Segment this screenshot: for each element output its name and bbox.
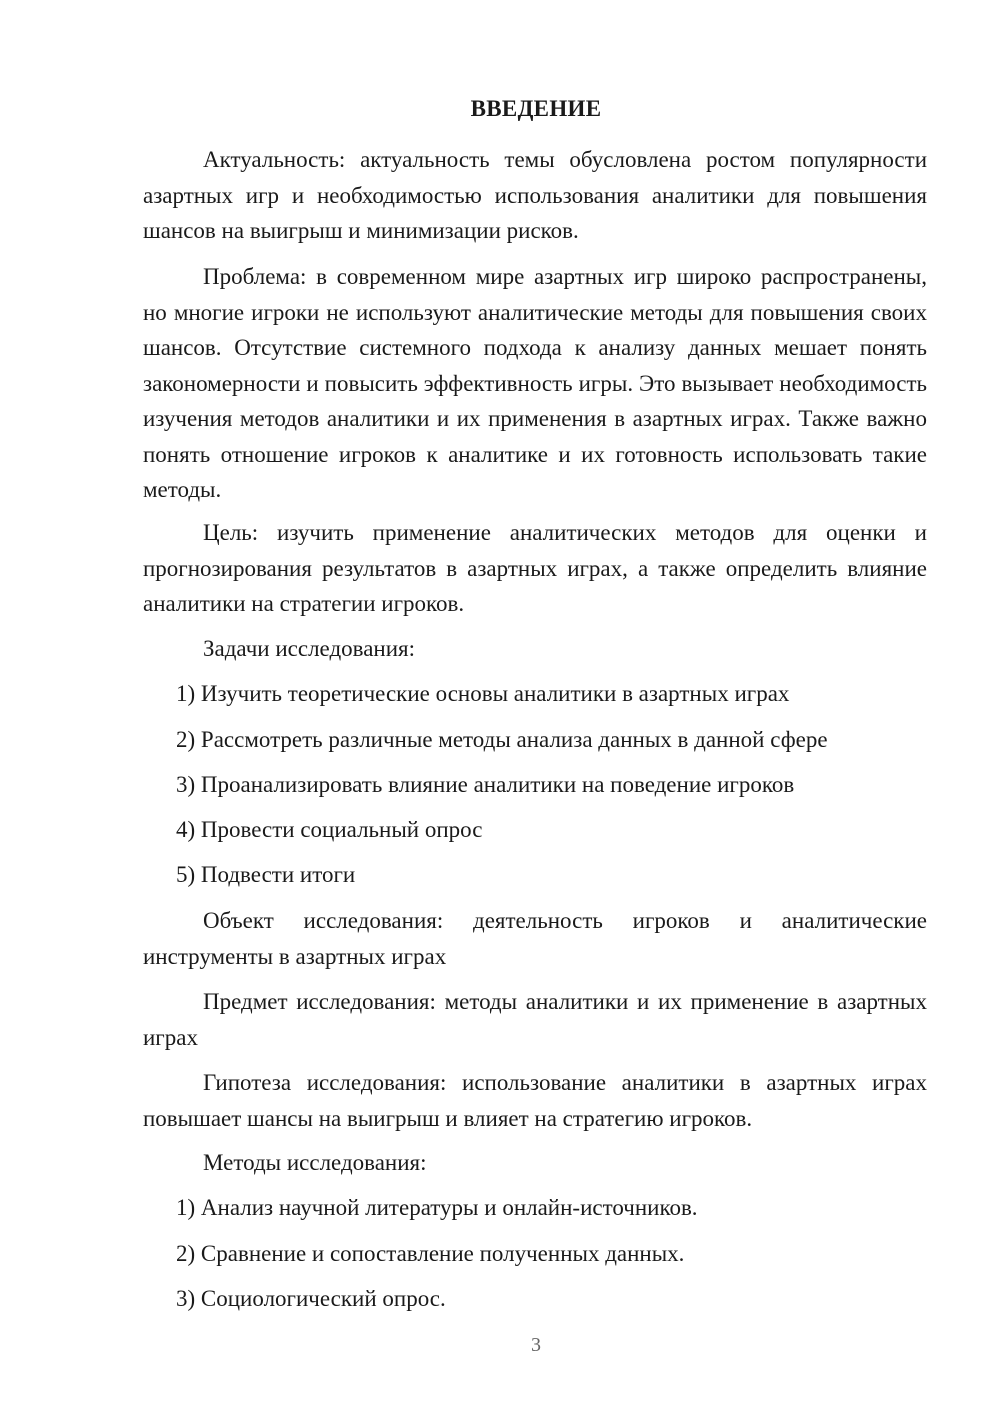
list-item-method: 1) Анализ научной литературы и онлайн-источников. (176, 1195, 698, 1220)
list-item-task: 2) Рассмотреть различные методы анализа данных в данной сфере (176, 727, 828, 752)
list-item-task: 5) Подвести итоги (176, 862, 356, 887)
list-item-method: 3) Социологический опрос. (176, 1286, 446, 1311)
paragraph-relevance: Актуальность: актуальность темы обусловлена ростом популярности азартных игр и необходимостью использования аналитики для повышения шансов на выигрыш и минимизации рисков. (143, 147, 927, 243)
methods-heading: Методы исследования: (203, 1150, 427, 1175)
list-item-task: 3) Проанализировать влияние аналитики на поведение игроков (176, 772, 795, 797)
page-title: ВВЕДЕНИЕ (470, 96, 602, 121)
paragraph-subject: Предмет исследования: методы аналитики и их применение в азартных играх (143, 989, 927, 1050)
paragraph-hypothesis: Гипотеза исследования: использование аналитики в азартных играх повышает шансы на выигрыш и влияет на стратегию игроков. (143, 1070, 927, 1131)
list-item-task: 1) Изучить теоретические основы аналитики в азартных играх (176, 681, 790, 706)
paragraph-goal: Цель: изучить применение аналитических методов для оценки и прогнозирования результатов в азартных играх, а также определить влияние аналитики на стратегии игроков. (143, 520, 927, 616)
list-item-task: 4) Провести социальный опрос (176, 817, 483, 842)
list-item-method: 2) Сравнение и сопоставление полученных данных. (176, 1241, 685, 1266)
paragraph-problem: Проблема: в современном мире азартных игр широко распространены, но многие игроки не используют аналитические методы для повышения своих шансов. Отсутствие системного подхода к анализу данных мешает понять закономерности и повысить эффективность игры. Это вызывает необходимость изучения методов аналитики и их применения в азартных играх. Также важно понять отношение игроков к аналитике и их готовность использовать такие методы. (143, 264, 927, 502)
page-number: 3 (531, 1334, 541, 1356)
paragraph-object: Объект исследования: деятельность игроков и аналитические инструменты в азартных играх (143, 908, 927, 969)
tasks-heading: Задачи исследования: (203, 636, 416, 661)
